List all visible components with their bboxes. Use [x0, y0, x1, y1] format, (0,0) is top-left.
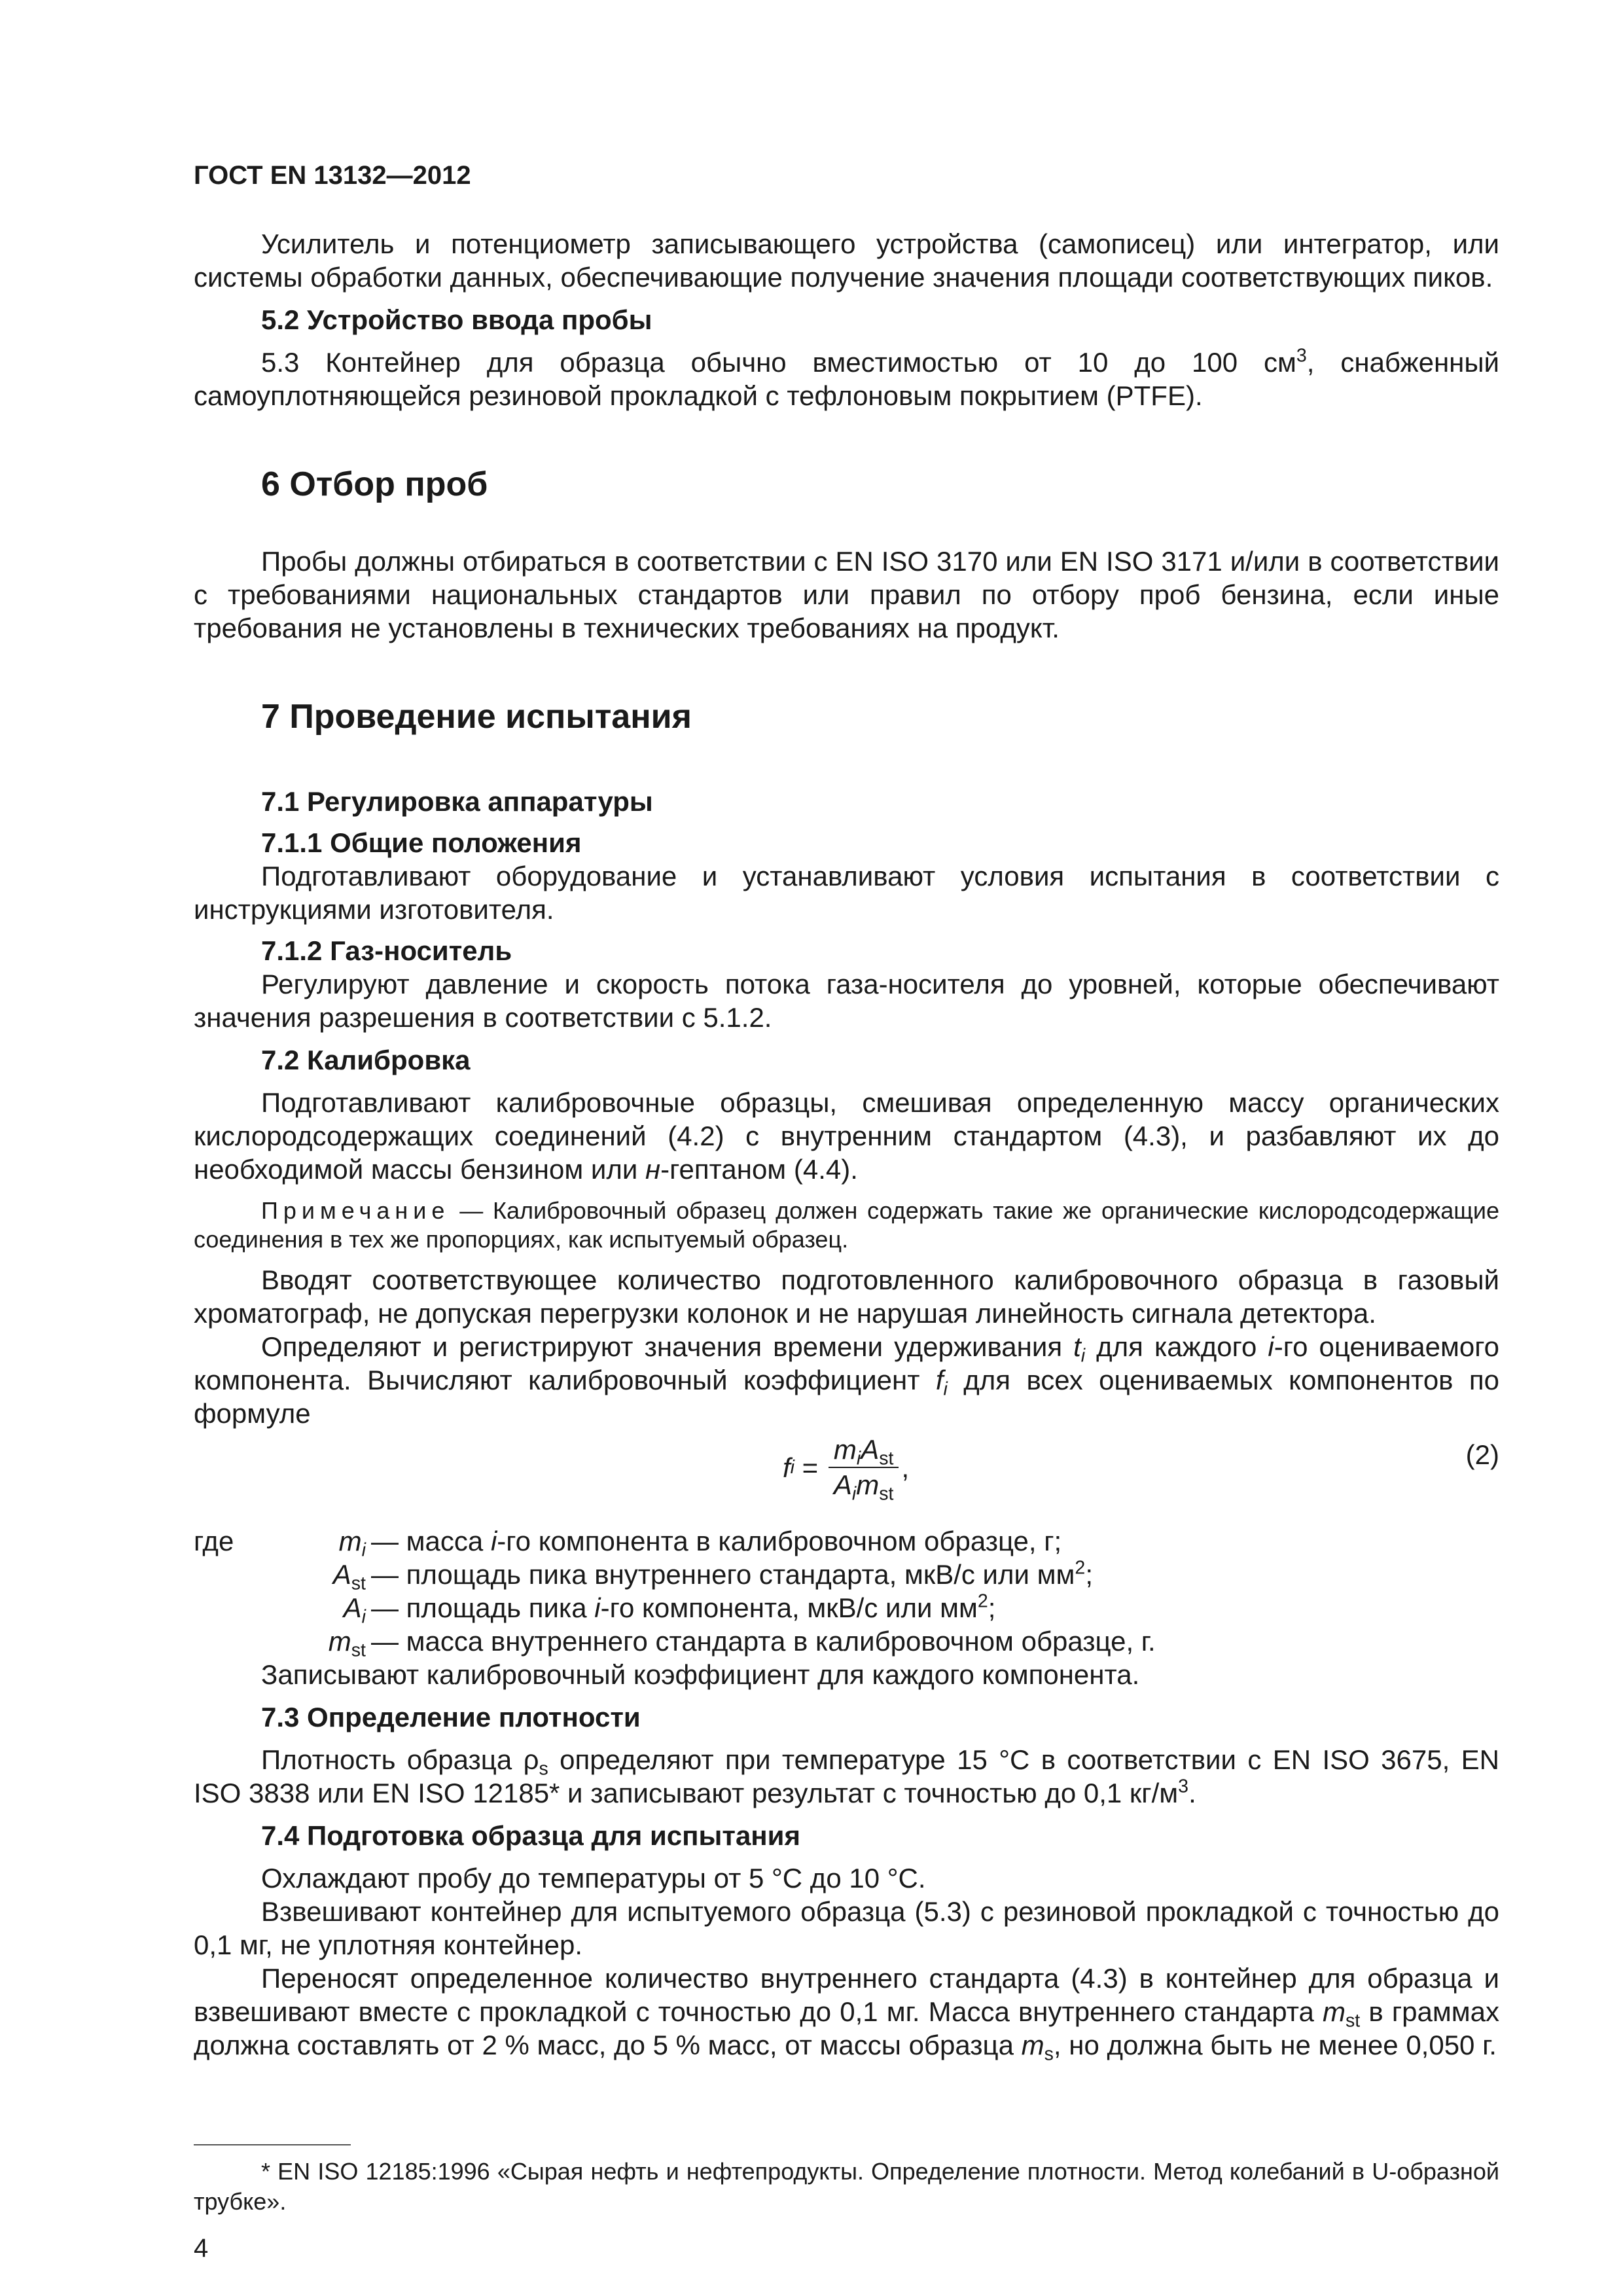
heading-7-3: 7.3 Определение плотности: [261, 1702, 641, 1732]
formula-2: [194, 1434, 1499, 1513]
paragraph-7-4-2: Взвешивают контейнер для испытуемого образца (5.3) с резиновой прокладкой с точностью до 0,1 мг, не уплотняя контейнер.: [194, 1896, 1499, 1960]
heading-5-2: 5.2 Устройство ввода пробы: [261, 304, 652, 335]
paragraph-7-2-1: Подготавливают калибровочные образцы, смешивая определенную массу органических кислородсодержащих соединений (4.2) с внутренним стандартом (4.3), и разбавляют их до необходимой массы бензином или н-гептаном (4.4).: [194, 1087, 1499, 1185]
page-number: 4: [194, 2234, 209, 2263]
paragraph-7-4-3: Переносят определенное количество внутреннего стандарта (4.3) в контейнер для образца и взвешивают вместе с прокладкой с точностью до 0,1 мг. Масса внутреннего стандарта $m_{st}$ в граммах должна составлять от 2 % масс, до 5 % масс, от массы образца $m_s$, но должна быть не менее 0,050 г.: [194, 1963, 1500, 2065]
paragraph-7-4-1: Охлаждают пробу до температуры от 5 °С до 10 °С.: [261, 1863, 926, 1893]
paragraph-7-2-3: Определяют и регистрируют значения времени удерживания $t_i$ для каждого i-го оцениваемого компонента. Вычисляют калибровочный коэффициент $f_i$ для всех оцениваемых компонентов по формуле: [194, 1331, 1499, 1429]
paragraph-7-1-1: Подготавливают оборудование и устанавливают условия испытания в соответствии с инструкциями изготовителя.: [194, 861, 1499, 925]
heading-7-1: 7.1 Регулировка аппаратуры: [261, 786, 653, 817]
page-content: [194, 227, 1500, 2065]
formula-number: (2): [1465, 1439, 1499, 1470]
heading-7-4: 7.4 Подготовка образца для испытания: [261, 1820, 801, 1851]
formula-legend: [194, 1524, 1499, 1691]
formula-fraction: $\frac{m_iA_{st}}{A_im_{st}}$: [829, 1434, 899, 1501]
paragraph-5-3: 5.3 Контейнер для образца обычно вместимостью от 10 до 100 $см^3$, снабженный самоуплотняющейся резиновой прокладкой с тефлоновым покрытием (PTFE).: [194, 345, 1499, 411]
legend-after-text: Записывают калибровочный коэффициент для каждого компонента.: [261, 1659, 1140, 1690]
footnote: * EN ISO 12185:1996 «Сырая нефть и нефтепродукты. Определение плотности. Метод колебаний в U-образной трубке».: [194, 2158, 1499, 2215]
note-7-2: Примечание — Калибровочный образец должен содержать такие же органические кислородсодержащие соединения в тех же пропорциях, как испытуемый образец.: [194, 1197, 1499, 1253]
heading-6: 6 Отбор проб: [261, 465, 488, 503]
legend-row: $m_{st}$ — масса внутреннего стандарта в калибровочном образце, г.: [328, 1626, 1156, 1661]
paragraph-6: Пробы должны отбираться в соответствии с EN ISO 3170 или EN ISO 3171 и/или в соответствии с требованиями национальных стандартов или правил по отбору проб бензина, если иные требования не установлены в технических требованиях на продукт.: [194, 546, 1499, 643]
legend-row: где $m_i$ — масса i-го компонента в калибровочном образце, г;: [194, 1526, 1062, 1561]
footnote-divider: [194, 2144, 351, 2145]
paragraph-7-1-2: Регулируют давление и скорость потока газа-носителя до уровней, которые обеспечивают значения разрешения в соответствии с 5.1.2.: [194, 969, 1499, 1033]
paragraph-7-3: Плотность образца $\rho_s$ определяют при температуре 15 °С в соответствии с EN ISO 3675, EN ISO 3838 или EN ISO 12185* и записывают результат с точностью до 0,1 $кг/м^3$.: [194, 1744, 1499, 1808]
heading-7-1-1: 7.1.1 Общие положения: [261, 827, 582, 858]
heading-7-1-2: 7.1.2 Газ-носитель: [261, 935, 512, 966]
document-code-header: ГОСТ EN 13132—2012: [194, 161, 471, 190]
intro-paragraph: Усилитель и потенциометр записывающего устройства (самописец) или интегратор, или системы обработки данных, обеспечивающие получение значения площади соответствующих пиков.: [194, 228, 1499, 293]
heading-7: 7 Проведение испытания: [261, 698, 692, 736]
formula-expression: f i = $\frac{m_iA_{st}}{A_im_{st}}$ ,: [783, 1434, 910, 1505]
legend-row: $A_i$ — площадь пика i-го компонента, мкВ/с или $мм^2$;: [343, 1590, 996, 1628]
heading-7-2: 7.2 Калибровка: [261, 1045, 471, 1075]
legend-row: $A_{st}$ — площадь пика внутреннего стандарта, мкВ/с или $мм^2$;: [332, 1557, 1093, 1594]
paragraph-7-2-2: Вводят соответствующее количество подготовленного калибровочного образца в газовый хроматограф, не допуская перегрузки колонок и не нарушая линейность сигнала детектора.: [194, 1265, 1499, 1329]
